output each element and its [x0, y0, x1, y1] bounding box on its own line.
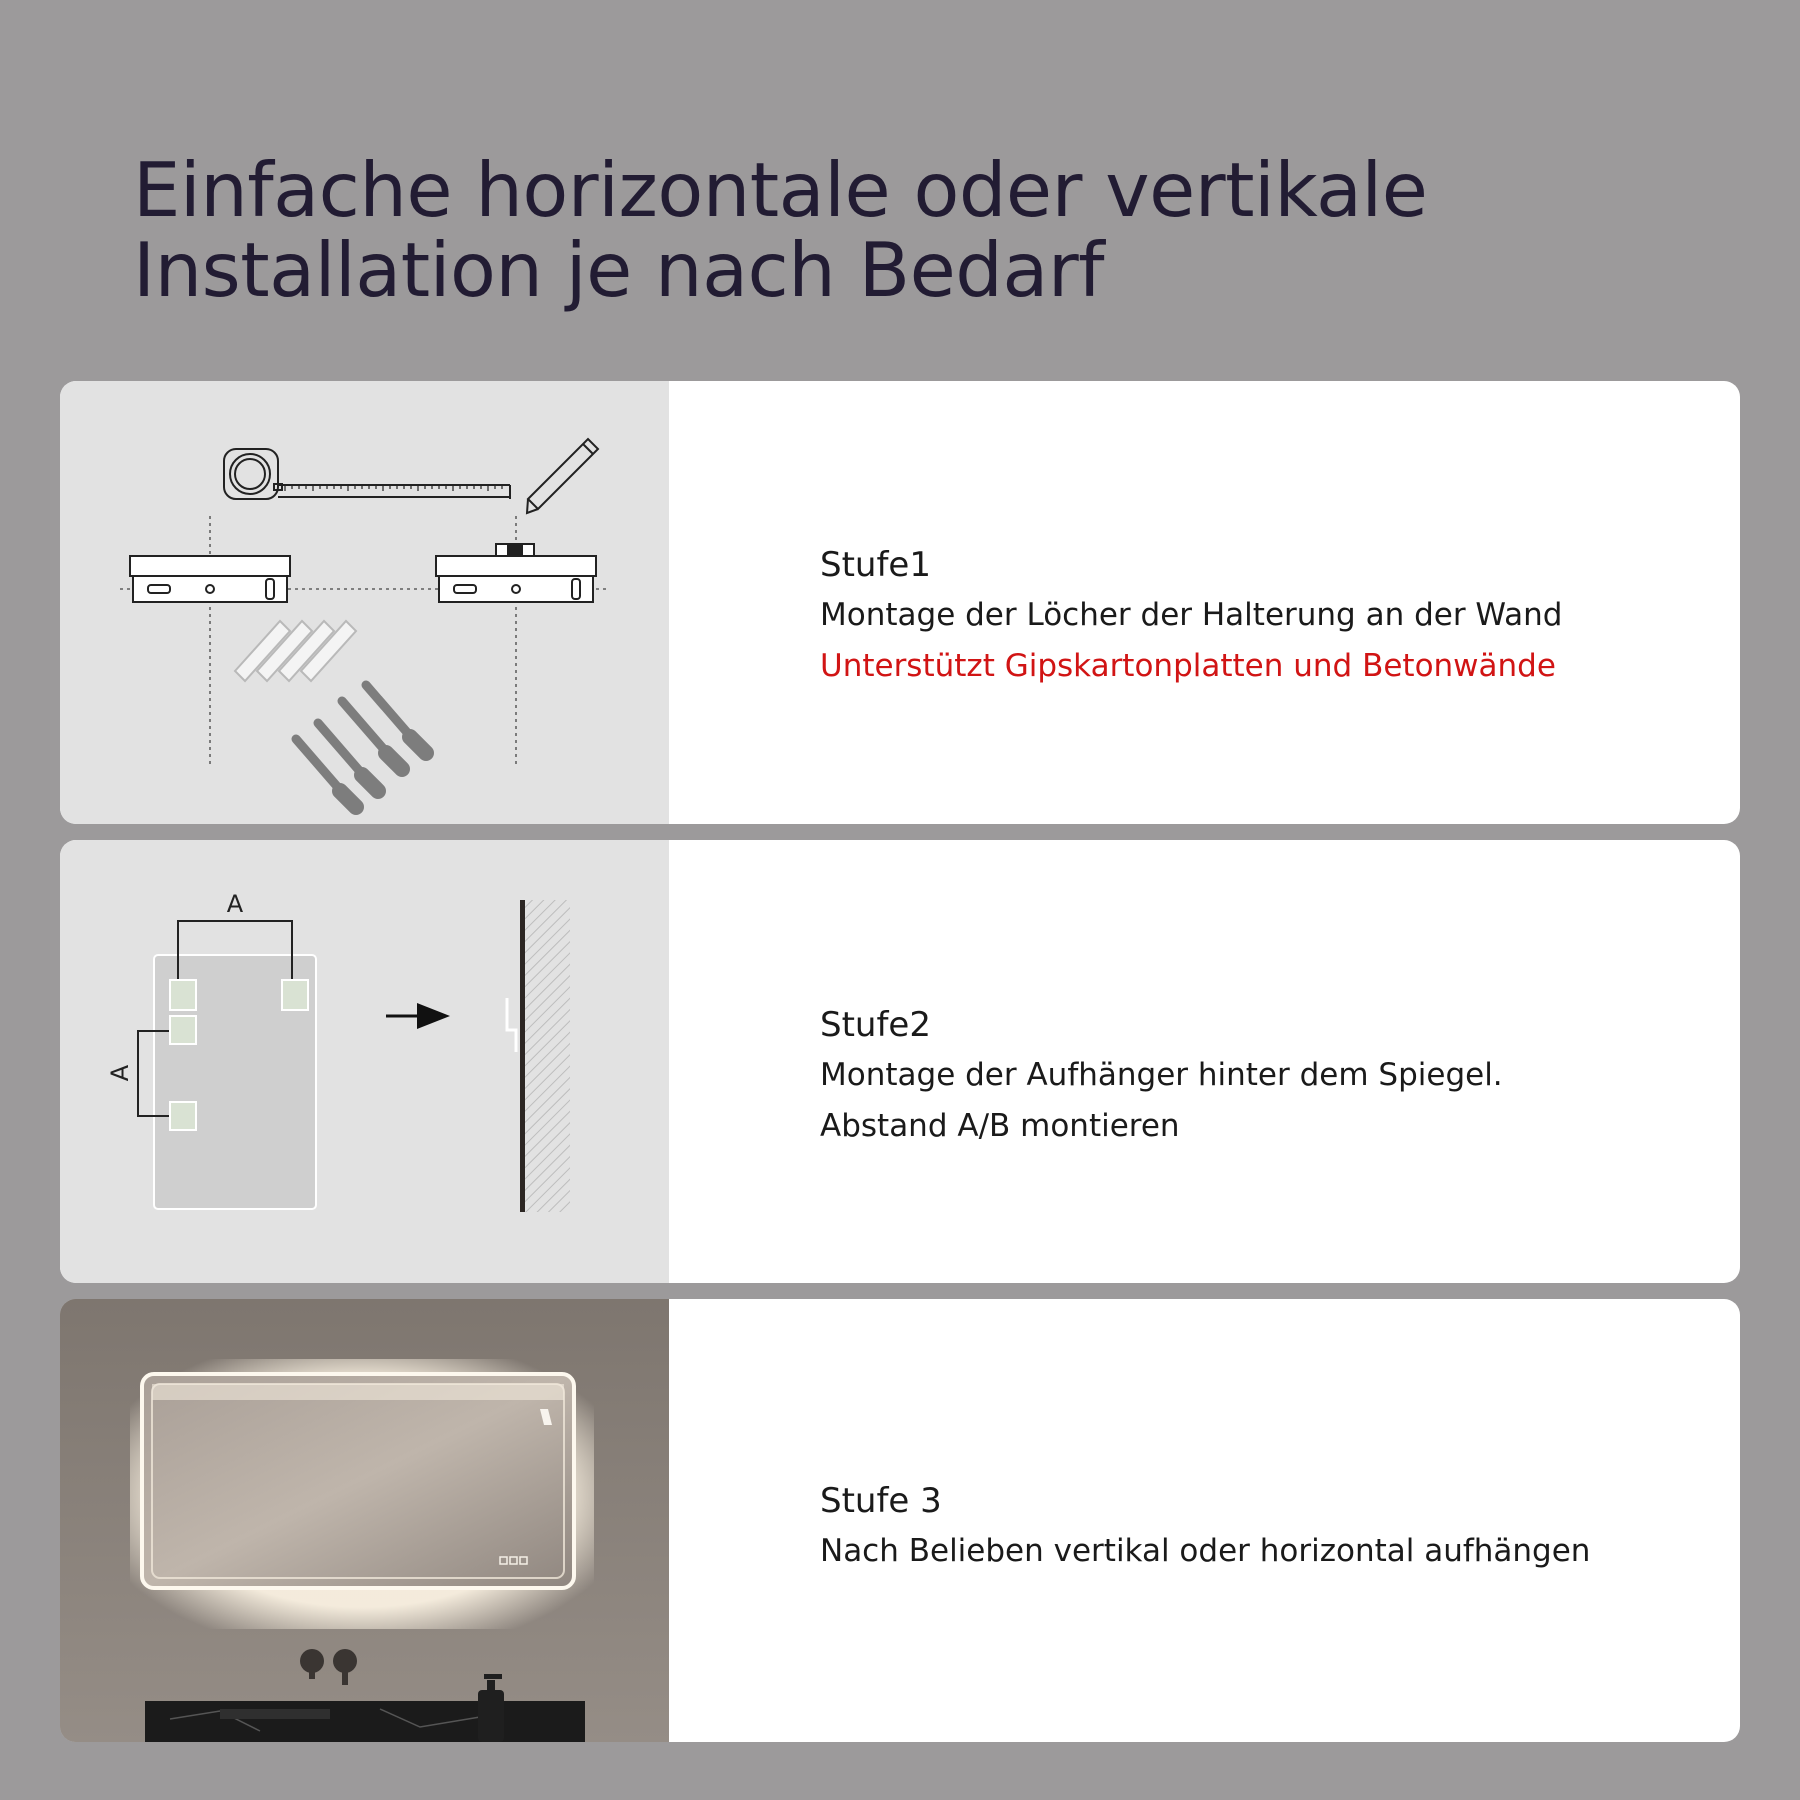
page-title [133, 146, 1433, 314]
step-3-photo [60, 1299, 669, 1742]
mirror-side-view [520, 900, 525, 1212]
step-3-description: Nach Belieben vertikal oder horizontal aufhängen [820, 1533, 1591, 1569]
step-3-card [60, 1299, 1740, 1742]
page-title-line-1: Einfache horizontale oder vertikale [133, 146, 1428, 234]
pencil-icon [527, 439, 598, 513]
step-2-spacing-note: Abstand A/B montieren [820, 1108, 1180, 1144]
step-2-illustration [60, 840, 669, 1283]
step-1-highlight: Unterstützt Gipskartonplatten und Betonwände [820, 648, 1556, 684]
dimension-label-side: A [106, 1064, 134, 1082]
dimension-label-top: A [226, 890, 244, 918]
bathroom-mirror-photo [60, 1299, 669, 1742]
step-2-card [60, 840, 1740, 1283]
screw-icons [296, 685, 426, 807]
step-1-title: Stufe1 [820, 545, 931, 585]
hanger-diagram [60, 840, 669, 1283]
vanity-counter [145, 1701, 585, 1742]
step-2-description: Montage der Aufhänger hinter dem Spiegel. [820, 1057, 1503, 1093]
wall-anchor-icons [235, 621, 356, 681]
step-1-card [60, 381, 1740, 824]
step-3-title: Stufe 3 [820, 1481, 942, 1521]
step-3-text [820, 1481, 1720, 1582]
wall-side-view [522, 900, 570, 1212]
step-2-title: Stufe2 [820, 1005, 931, 1045]
led-mirror [142, 1374, 574, 1588]
step-2-text [820, 1005, 1720, 1157]
drilling-diagram [60, 381, 669, 824]
arrow-right-icon [386, 1003, 450, 1029]
tape-measure-icon [224, 449, 510, 499]
wall-bracket-left [130, 556, 290, 602]
page-title-line-2: Installation je nach Bedarf [133, 226, 1105, 314]
wall-bracket-right [436, 544, 596, 602]
step-1-text [820, 545, 1720, 697]
step-1-illustration [60, 381, 669, 824]
step-1-description: Montage der Löcher der Halterung an der Wand [820, 597, 1563, 633]
hanger-side-view [507, 998, 516, 1052]
